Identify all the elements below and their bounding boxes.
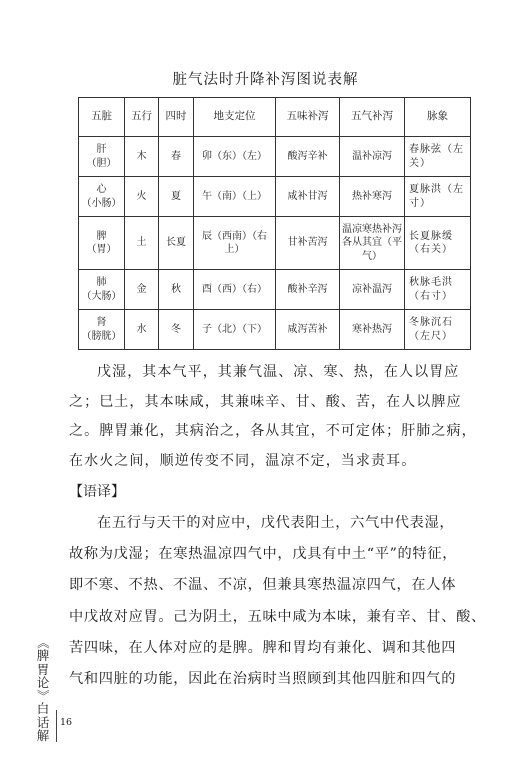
- translation-line: 中戊故对应胃。己为阴土，五味中咸为本味，兼有辛、甘、酸、: [69, 608, 486, 625]
- book-title-char: 》: [35, 689, 51, 703]
- season-cell: 秋: [159, 270, 194, 310]
- translation-line: 在五行与天干的对应中，戊代表阳土，六气中代表湿，: [97, 515, 455, 531]
- table-row: [79, 177, 471, 217]
- translation-text: [69, 508, 486, 695]
- original-text-line: 戊湿，其本气平，其兼气温、凉、寒、热，在人以胃应: [97, 364, 460, 380]
- book-title-vertical: [34, 636, 52, 742]
- table-row: [79, 270, 471, 310]
- book-title-char: 《: [35, 636, 51, 649]
- position-cell: 子（北）（下）: [194, 310, 276, 350]
- qi-cell: 凉补温泻: [340, 270, 405, 310]
- book-title-char: 胃: [36, 661, 50, 677]
- element-cell: 火: [125, 177, 159, 217]
- flavor-cell: 甘补苦泻: [276, 217, 340, 270]
- element-cell: 土: [125, 217, 159, 270]
- season-cell: 长夏: [159, 217, 194, 270]
- translation-line: 气和四脏的功能，因此在治病时当照顾到其他四脏和四气的: [69, 670, 457, 687]
- translation-line: 故称为戊湿；在寒热温凉四气中，戊具有中土“平”的特征，: [69, 546, 458, 563]
- qi-cell: 温补凉泻: [340, 137, 405, 177]
- flavor-cell: 咸补甘泻: [276, 177, 340, 217]
- original-text: [69, 358, 477, 476]
- book-title-char: 脾: [36, 648, 50, 664]
- table-header-cell: 脉象: [405, 98, 471, 137]
- page-title: 脏气法时升降补泻图说表解: [172, 72, 359, 88]
- table-header-cell: 四时: [159, 98, 194, 137]
- table-header-cell: 地支定位: [194, 98, 276, 137]
- pulse-cell: 夏脉洪（左寸）: [405, 177, 471, 217]
- season-cell: 春: [159, 137, 194, 177]
- pulse-cell: 长夏脉缓（右关）: [405, 217, 471, 270]
- book-title-char: 论: [36, 674, 50, 690]
- element-cell: 木: [125, 137, 159, 177]
- translation-heading: 【语译】: [69, 484, 125, 500]
- page-number: 16: [60, 717, 73, 728]
- table-header-cell: 五气补泻: [340, 98, 405, 137]
- qi-cell: 热补寒泻: [340, 177, 405, 217]
- element-cell: 金: [125, 270, 159, 310]
- qi-cell: 温凉寒热补泻各从其宜（平气）: [340, 217, 405, 270]
- pulse-cell: 春脉弦（左关）: [405, 137, 471, 177]
- position-cell: 酉（西）（右）: [194, 270, 276, 310]
- position-cell: 午（南）（上）: [194, 177, 276, 217]
- season-cell: 冬: [159, 310, 194, 350]
- organ-cell: 脾 （胃）: [79, 217, 125, 270]
- organ-cell: 心 （小肠）: [79, 177, 125, 217]
- position-cell: 卯（东）（左）: [194, 137, 276, 177]
- element-cell: 水: [125, 310, 159, 350]
- organ-cell: 肝 （胆）: [79, 137, 125, 177]
- organ-table: [78, 97, 471, 350]
- qi-cell: 寒补热泻: [340, 310, 405, 350]
- book-title-char: 白: [36, 701, 50, 717]
- position-cell: 辰（西南）（右上）: [194, 217, 276, 270]
- table-row: [79, 217, 471, 270]
- organ-cell: 肾 （膀胱）: [79, 310, 125, 350]
- book-title-char: 话: [36, 714, 50, 730]
- book-title-char: 解: [36, 728, 50, 744]
- original-text-line: 在水火之间，顺逆传变不同，温凉不定，当求责耳。: [69, 452, 417, 469]
- pulse-cell: 冬脉沉石（左尺）: [405, 310, 471, 350]
- translation-line: 苦四味，在人体对应的是脾。脾和胃均有兼化、调和其他四: [69, 639, 457, 656]
- pulse-cell: 秋脉毛洪（右寸）: [405, 270, 471, 310]
- original-text-line: 之；巳土，其本味咸，其兼味辛、甘、酸、苦，在人以脾应: [69, 393, 462, 410]
- table-row: [79, 137, 471, 177]
- flavor-cell: 酸泻辛补: [276, 137, 340, 177]
- original-text-line: 之。脾胃兼化，其病治之，各从其宜，不可定体；肝肺之病，: [69, 423, 477, 439]
- flavor-cell: 咸泻苦补: [276, 310, 340, 350]
- organ-cell: 肺 （大肠）: [79, 270, 125, 310]
- table-header-cell: 五脏: [79, 98, 125, 137]
- translation-line: 即不寒、不热、不温、不凉，但兼具寒热温凉四气，在人体: [69, 577, 457, 594]
- flavor-cell: 酸补辛泻: [276, 270, 340, 310]
- footer-divider: [56, 710, 57, 742]
- table-header-row: [79, 98, 471, 137]
- season-cell: 夏: [159, 177, 194, 217]
- table-header-cell: 五行: [125, 98, 159, 137]
- table-header-cell: 五味补泻: [276, 98, 340, 137]
- table-row: [79, 310, 471, 350]
